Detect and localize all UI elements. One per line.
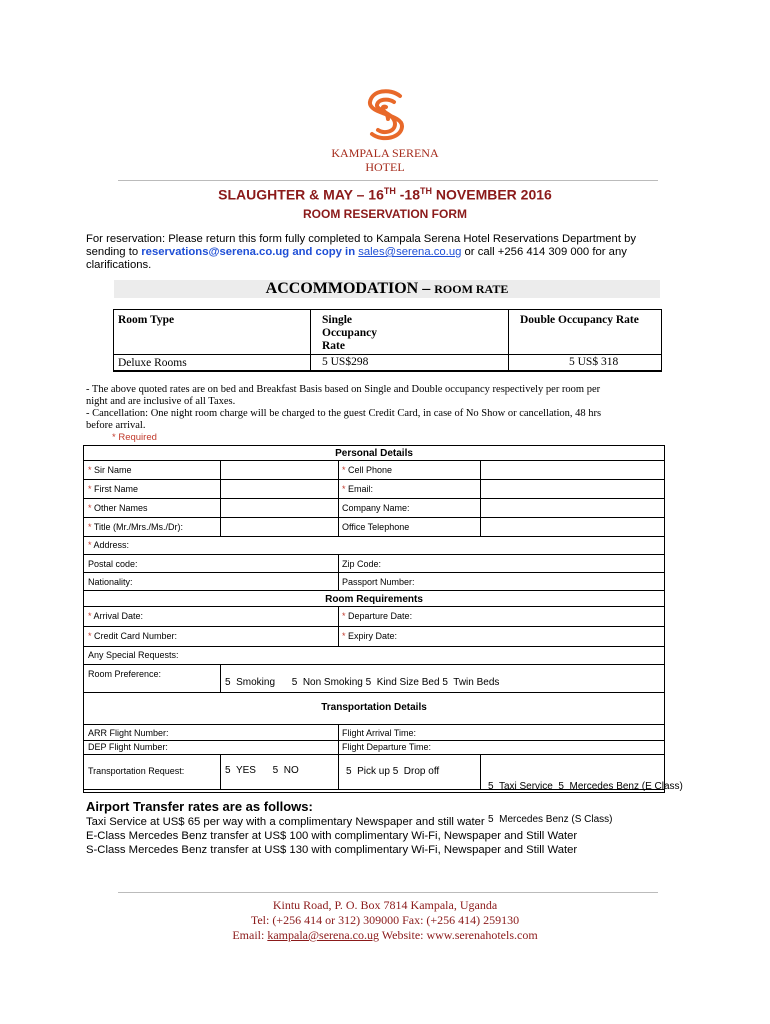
expiry-date-label: * Expiry Date: — [342, 631, 398, 641]
sir-name-label: * Sir Name — [88, 465, 132, 475]
room-requirements-heading: Room Requirements — [325, 594, 423, 605]
other-names-input[interactable] — [221, 499, 337, 516]
title-label: * Title (Mr./Mrs./Ms./Dr): — [88, 522, 184, 532]
service-type-options[interactable]: 5 Taxi Service 5 Mercedes Benz (E Class) 5 Mercedes Benz (S Class) — [488, 781, 683, 825]
company-name-label: Company Name: — [342, 503, 410, 513]
first-name-label: * First Name — [88, 484, 139, 494]
intro-text: For reservation: Please return this form fully completed to Kampala Serena Hotel Reservations Department by sending to reservations@serena.co.ug and copy in sales@serena.co.ug or call +256 414 309 000 for any clarifications. — [86, 233, 637, 271]
col-room-type: Room Type — [118, 314, 175, 326]
event-title: SLAUGHTER & MAY – 16TH -18TH NOVEMBER 2016 — [218, 186, 552, 203]
airport-transfer-heading: Airport Transfer rates are as follows: — [86, 799, 313, 814]
office-telephone-input[interactable] — [481, 518, 663, 535]
room-preference-label: Room Preference: — [88, 669, 162, 679]
footer-website: Website: www.serenahotels.com — [379, 928, 538, 942]
arr-flight-label: ARR Flight Number: — [88, 728, 169, 738]
personal-details-heading: Personal Details — [335, 448, 413, 459]
email-input[interactable] — [481, 480, 663, 497]
sales-email-link[interactable]: sales@serena.co.ug — [358, 246, 462, 258]
yes-no-options[interactable]: 5 YES 5 NO — [225, 765, 299, 776]
sir-name-input[interactable] — [221, 461, 337, 478]
special-requests-label: Any Special Requests: — [88, 650, 179, 660]
first-name-input[interactable] — [221, 480, 337, 497]
required-note: * Required — [112, 432, 157, 443]
passport-label: Passport Number: — [342, 577, 415, 587]
dep-flight-label: DEP Flight Number: — [88, 742, 168, 752]
col-single-rate: Single Occupancy Rate — [322, 314, 377, 352]
flight-departure-label: Flight Departure Time: — [342, 742, 432, 752]
form-title: ROOM RESERVATION FORM — [302, 207, 467, 221]
pickup-dropoff-options[interactable]: 5 Pick up 5 Drop off — [346, 766, 440, 777]
address-label: * Address: — [88, 540, 130, 550]
departure-date-label: * Departure Date: — [342, 611, 413, 621]
hotel-name-line2: HOTEL — [365, 160, 405, 174]
reservations-email-link[interactable]: reservations@serena.co.ug — [141, 246, 290, 258]
single-rate-cell[interactable]: 5 US$298 — [322, 356, 369, 368]
arrival-date-label: * Arrival Date: — [88, 611, 144, 621]
room-rate-table — [113, 309, 662, 372]
cell-phone-label: * Cell Phone — [342, 465, 393, 475]
accommodation-heading: ACCOMMODATION – ROOM RATE — [114, 280, 660, 298]
footer-phone: Tel: (+256 414 or 312) 309000 Fax: (+256 414) 259130 — [250, 913, 520, 927]
header-divider — [118, 180, 658, 181]
footer-address: Kintu Road, P. O. Box 7814 Kampala, Uganda — [272, 898, 498, 912]
office-telephone-label: Office Telephone — [342, 522, 410, 532]
company-name-input[interactable] — [481, 499, 663, 516]
title-input[interactable] — [221, 518, 337, 535]
other-names-label: * Other Names — [88, 503, 148, 513]
cell-phone-input[interactable] — [481, 461, 663, 478]
footer-contact: Email: kampala@serena.co.ug Website: www.serenahotels.com — [232, 928, 538, 942]
hotel-name-line1: KAMPALA SERENA — [331, 146, 439, 160]
transportation-request-label: Transportation Request: — [88, 766, 185, 776]
footer-email-link[interactable]: kampala@serena.co.ug — [267, 928, 379, 942]
credit-card-label: * Credit Card Number: — [88, 631, 178, 641]
transportation-heading: Transportation Details — [321, 702, 427, 713]
room-name-cell: Deluxe Rooms — [118, 357, 187, 369]
postal-code-label: Postal code: — [88, 559, 138, 569]
double-rate-cell[interactable]: 5 US$ 318 — [569, 356, 619, 368]
airport-transfer-section: Airport Transfer rates are as follows: Taxi Service at US$ 65 per way with a complimentary Newspaper and still water E-Class Mercedes Benz transfer at US$ 100 with complimentary Wi-Fi, Newspaper and Still Water S-Class Mercedes Benz transfer at US$ 130 with complimentary Wi-Fi, Newspaper and Still Water — [86, 799, 578, 856]
zip-code-label: Zip Code: — [342, 559, 382, 569]
room-preference-options[interactable]: 5 Smoking 5 Non Smoking 5 Kind Size Bed 5 Twin Beds — [225, 677, 500, 688]
footer-divider — [118, 892, 658, 893]
serena-logo-icon — [360, 86, 412, 144]
col-double-rate: Double Occupancy Rate — [520, 314, 639, 326]
flight-arrival-label: Flight Arrival Time: — [342, 728, 417, 738]
rate-notes: - The above quoted rates are on bed and Breakfast Basis based on Single and Double occupancy respectively per room per night and are inclusive of all Taxes. - Cancellation: One night room charge will be charged to the guest Credit Card, in case of No Show or cancellation, 48 hrs before arrival. — [86, 384, 602, 431]
email-label: * Email: — [342, 484, 374, 494]
nationality-label: Nationality: — [88, 577, 133, 587]
